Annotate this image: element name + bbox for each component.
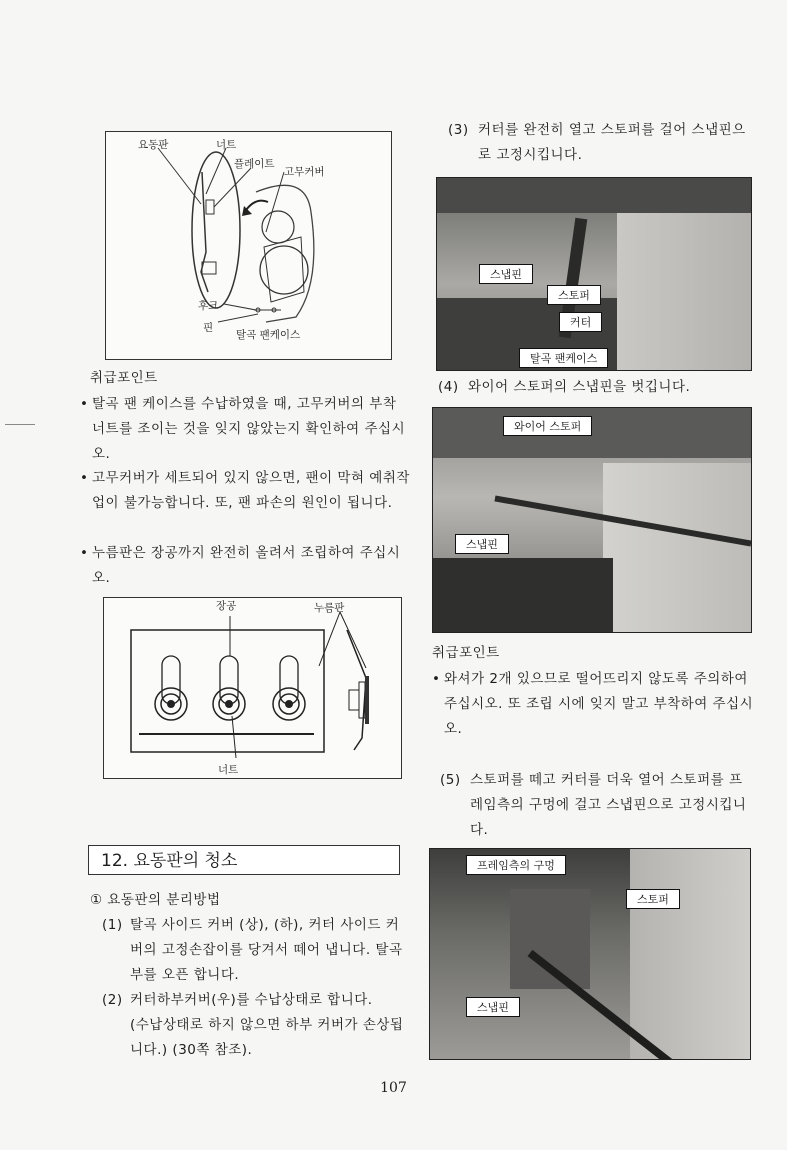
label-press-plate: 누름판 <box>314 602 345 614</box>
margin-mark <box>5 424 35 425</box>
step-text: 커터를 완전히 열고 스토퍼를 걸어 스냅핀으로 고정시킵니다. <box>478 122 746 163</box>
label-cutter: 커터 <box>559 312 602 332</box>
figure-fan-case-diagram <box>105 131 392 360</box>
label-fan-case: 탈곡 팬케이스 <box>519 348 608 368</box>
label-hook: 후크 <box>198 300 219 312</box>
handling-points-title: 취급포인트 <box>90 370 158 386</box>
step-text: 스토퍼를 떼고 커터를 더욱 열어 스토퍼를 프레임측의 구멍에 걸고 스냅핀으로 고정시킵니다. <box>470 772 747 838</box>
handling-point-item: • 누름판은 장공까지 완전히 올려서 조립하여 주십시오. <box>80 545 401 586</box>
label-stopper: 스토퍼 <box>547 285 601 305</box>
handling-point-item: • 와셔가 2개 있으므로 떨어뜨리지 않도록 주의하여 주십시오. 또 조립 시에 잊지 말고 부착하여 주십시오. <box>432 671 754 737</box>
label-wire-stopper: 와이어 스토퍼 <box>503 416 592 436</box>
figure-press-plate-diagram <box>103 597 402 779</box>
step-number: (3) <box>448 122 469 138</box>
section-title: 12. 요동판의 청소 <box>88 845 400 875</box>
step-text: 탈곡 사이드 커버 (상), (하), 커터 사이드 커버의 고정손잡이를 당겨서 떼어 냅니다. 탈곡부를 오픈 합니다. <box>130 917 403 983</box>
label-stopper: 스토퍼 <box>626 889 680 909</box>
photo-region <box>603 463 751 632</box>
label-nut: 너트 <box>216 139 237 151</box>
step-number: (4) <box>438 379 459 395</box>
handling-point-item: • 탈곡 팬 케이스를 수납하였을 때, 고무커버의 부착 너트를 조이는 것을 잊지 않았는지 확인하여 주십시오. <box>80 396 406 462</box>
page-number: 107 <box>380 1080 407 1096</box>
handling-points-title: 취급포인트 <box>432 645 500 661</box>
step-note: (수납상태로 하지 않으면 하부 커버가 손상됩니다.) (30쪽 참조). <box>130 1017 404 1058</box>
press-plate-drawing <box>104 598 401 778</box>
label-rubber-cover: 고무커버 <box>284 166 325 178</box>
photo-region <box>437 178 751 213</box>
handling-point-item: • 고무커버가 세트되어 있지 않으면, 팬이 막혀 예취작업이 불가능합니다. 또, 팬 파손의 원인이 됩니다. <box>80 470 410 511</box>
label-snap-pin: 스냅핀 <box>455 534 509 554</box>
label-pin: 핀 <box>203 322 214 334</box>
step-number: (2) <box>102 992 123 1008</box>
label-nut: 너트 <box>218 764 239 776</box>
label-snap-pin: 스냅핀 <box>466 997 520 1017</box>
photo-frame-hole <box>429 848 751 1060</box>
label-slot: 장공 <box>216 600 237 612</box>
steps-heading: ① 요동판의 분리방법 <box>90 892 221 908</box>
step-text: 커터하부커버(우)를 수납상태로 합니다. <box>130 992 373 1008</box>
label-fan-case: 탈곡 팬케이스 <box>236 329 301 341</box>
label-frame-hole: 프레임측의 구멍 <box>466 855 566 875</box>
photo-region <box>433 558 613 632</box>
step-text: 와이어 스토퍼의 스냅핀을 벗깁니다. <box>468 379 691 395</box>
label-plate: 플레이트 <box>234 158 275 170</box>
label-snap-pin: 스냅핀 <box>479 264 533 284</box>
photo-wire-stopper <box>432 407 752 633</box>
label-shaking-plate: 요동판 <box>138 139 169 151</box>
photo-cutter-open <box>436 177 752 371</box>
photo-region <box>630 849 750 1059</box>
step-number: (1) <box>102 917 123 933</box>
step-number: (5) <box>440 772 461 788</box>
photo-region <box>617 213 751 370</box>
